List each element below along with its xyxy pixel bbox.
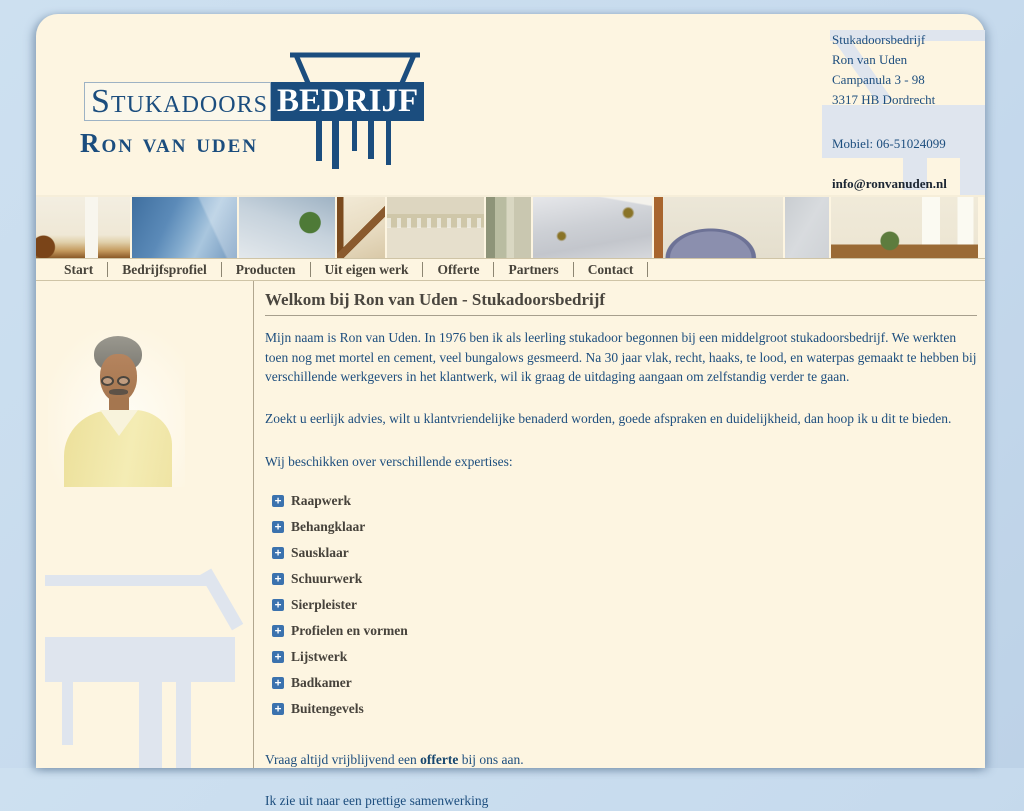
contact-mobile: Mobiel: 06-51024099: [832, 136, 946, 151]
main-navigation: [36, 258, 985, 281]
plus-icon: +: [272, 625, 284, 637]
watermark-logo-diagonal: [200, 569, 243, 631]
contact-block: [832, 30, 982, 192]
logo-owner-name: Ron van uden: [80, 128, 259, 158]
gallery-photo-blue-ceiling: [132, 197, 237, 258]
watermark-logo-leg: [176, 682, 191, 768]
plus-icon: +: [272, 651, 284, 663]
nav-item-partners[interactable]: Partners: [508, 261, 559, 277]
nav-item-uit-eigen-werk[interactable]: Uit eigen werk: [324, 261, 409, 277]
expertise-item-schuurwerk[interactable]: [265, 566, 977, 592]
gallery-photo-plastered-ceiling-fixtures: [533, 197, 652, 258]
closing-line: Ik zie uit naar een prettige samenwerking: [265, 793, 489, 808]
gallery-photo-ornamental-cornice: [387, 197, 484, 258]
expertise-label: Sierpleister: [291, 596, 357, 612]
watermark-logo-leg: [62, 682, 73, 745]
expertise-item-raapwerk[interactable]: [265, 488, 977, 514]
expertise-intro: Wij beschikken over verschillende expertises:: [265, 454, 513, 469]
gallery-photo-living-room-bay-window: [831, 197, 978, 258]
plus-icon: +: [272, 573, 284, 585]
portrait-mustache: [109, 389, 128, 395]
expertise-item-buitengevels[interactable]: [265, 696, 977, 722]
nav-item-start[interactable]: Start: [64, 261, 94, 277]
contact-address-line: 3317 HB Dordrecht: [832, 92, 936, 107]
contact-email-link[interactable]: info@ronvanuden.nl: [832, 176, 947, 191]
plaster-hawk-icon: [288, 52, 422, 84]
header: [36, 14, 985, 195]
contact-address-line: Campanula 3 - 98: [832, 72, 925, 87]
expertise-item-lijstwerk[interactable]: [265, 644, 977, 670]
plus-icon: +: [272, 599, 284, 611]
advice-paragraph: Zoekt u eerlijk advies, wilt u klantvriendelijke benaderd worden, goede afspraken en duidelijkheid, dan hoop ik u dit te bieden.: [265, 410, 952, 426]
plus-icon: +: [272, 677, 284, 689]
plus-icon: +: [272, 547, 284, 559]
nav-item-offerte[interactable]: Offerte: [437, 261, 480, 277]
expertise-label: Lijstwerk: [291, 648, 348, 664]
offerte-link[interactable]: offerte: [420, 751, 459, 767]
nav-item-producten[interactable]: Producten: [235, 261, 296, 277]
expertise-item-badkamer[interactable]: [265, 670, 977, 696]
expertise-label: Raapwerk: [291, 492, 351, 508]
main-column: [265, 281, 977, 811]
gallery-photo-plain-wall: [785, 197, 829, 258]
expertise-item-sierpleister[interactable]: [265, 592, 977, 618]
expertise-label: Behangklaar: [291, 518, 366, 534]
plus-icon: +: [272, 495, 284, 507]
expertise-item-behangklaar[interactable]: [265, 514, 977, 540]
logo-text-bedrijf: BEDRIJF: [271, 82, 424, 121]
cta-text-before: Vraag altijd vrijblijvend een: [265, 751, 421, 767]
expertise-list: [265, 488, 977, 722]
expertise-label: Sausklaar: [291, 544, 349, 560]
page-card: [36, 14, 985, 808]
portrait-photo: [48, 330, 185, 487]
content-area: [36, 281, 985, 808]
nav-item-bedrijfsprofiel[interactable]: Bedrijfsprofiel: [122, 261, 207, 277]
expertise-label: Schuurwerk: [291, 570, 363, 586]
nav-item-contact[interactable]: Contact: [587, 261, 634, 277]
expertise-label: Profielen en vormen: [291, 622, 408, 638]
gallery-photo-arched-passage: [654, 197, 783, 258]
watermark-logo-leg: [139, 682, 162, 768]
expertise-item-profielen-en-vormen[interactable]: [265, 618, 977, 644]
drip-bars-icon: [288, 121, 418, 173]
offerte-cta: [265, 750, 977, 770]
cta-text-after: bij ons aan.: [458, 751, 524, 767]
page-title: Welkom bij Ron van Uden - Stukadoorsbedrijf: [265, 281, 977, 316]
sidebar: [36, 281, 254, 768]
company-logo[interactable]: [80, 48, 440, 180]
expertise-label: Buitengevels: [291, 700, 364, 716]
contact-address-line: Ron van Uden: [832, 52, 908, 67]
intro-paragraph: Mijn naam is Ron van Uden. In 1976 ben ik als leerling stukadoor begonnen bij een middelgroot stukadoorsbedrijf. We werkten toen nog met mortel en cement, veel bungalows gesmeerd. Na 30 jaar vlak, recht, haaks, te lood, en waterpas gemaakt te hebben bij verschillende werkgevers in het klantwerk, wil ik graag de uitdaging aangaan om zelfstandig verder te gaan.: [265, 330, 977, 384]
gallery-photo-attic-window: [239, 197, 335, 258]
nav-separator: [647, 262, 648, 277]
contact-address-line: Stukadoorsbedrijf: [832, 32, 926, 47]
glasses-icon: [101, 373, 141, 385]
plus-icon: +: [272, 521, 284, 533]
plus-icon: +: [272, 703, 284, 715]
gallery-photo-stairwell-curtain: [337, 197, 385, 258]
gallery-photo-door-frame-moulding: [486, 197, 531, 258]
gallery-photo-living-room-interior: [36, 197, 130, 258]
logo-text-stukadoors: Stukadoors: [84, 82, 271, 121]
expertise-label: Badkamer: [291, 674, 352, 690]
expertise-item-sausklaar[interactable]: [265, 540, 977, 566]
watermark-logo-block: [45, 637, 235, 682]
watermark-logo-bar: [45, 575, 209, 586]
photo-strip: [36, 195, 985, 258]
contact-address: [832, 30, 982, 110]
